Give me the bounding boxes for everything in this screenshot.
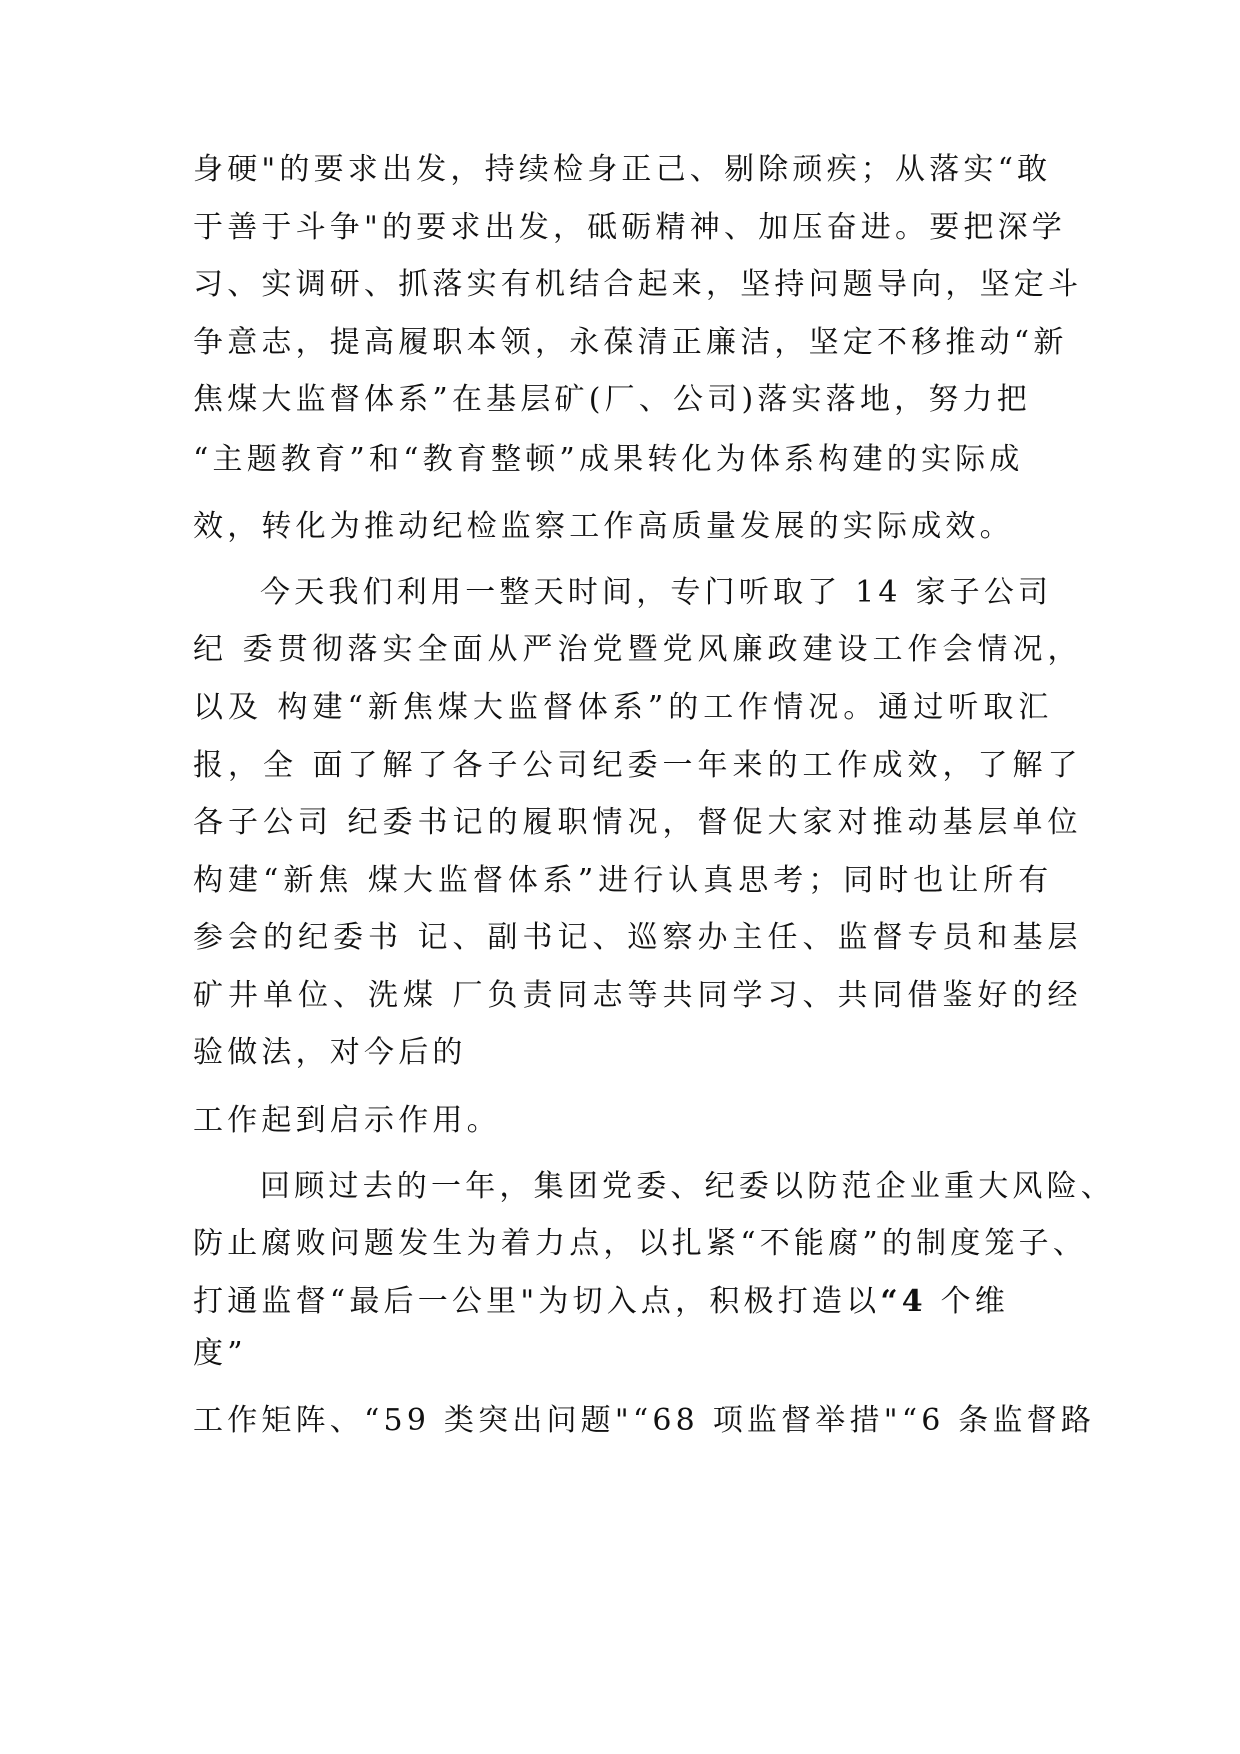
paragraph-1-line-5: 焦煤大监督体系”在基层矿(厂、公司)落实落地，努力把 xyxy=(193,382,1031,417)
paragraph-3-line-3 xyxy=(193,1282,1053,1322)
paragraph-2-line-9: 验做法，对今后的 xyxy=(193,1035,467,1070)
paragraph-1-line-4: 争意志，提高履职本领，永葆清正廉洁，坚定不移推动“新 xyxy=(193,325,1068,360)
paragraph-1-line-6: “主题教育”和“教育整顿”成果转化为体系构建的实际成 xyxy=(193,442,1024,477)
paragraph-3-bold-number: “4 xyxy=(880,1284,927,1319)
paragraph-2-line-1: 今天我们利用一整天时间，专门听取了 14 家子公司 xyxy=(260,575,1053,610)
paragraph-2-line-4: 报，全 面了解了各子公司纪委一年来的工作成效，了解了 xyxy=(193,748,1083,783)
paragraph-3-line-4: 度” xyxy=(193,1336,247,1371)
paragraph-2-line-8: 矿井单位、洗煤 厂负责同志等共同学习、共同借鉴好的经 xyxy=(193,978,1083,1013)
paragraph-2-line-5: 各子公司 纪委书记的履职情况，督促大家对推动基层单位 xyxy=(193,805,1083,840)
paragraph-2-line-7: 参会的纪委书 记、副书记、巡察办主任、监督专员和基层 xyxy=(193,920,1083,955)
paragraph-3-line-2: 防止腐败问题发生为着力点，以扎紧“不能腐”的制度笼子、 xyxy=(193,1226,1088,1261)
paragraph-2-line-6: 构建“新焦 煤大监督体系”进行认真思考；同时也让所有 xyxy=(193,863,1054,898)
paragraph-2-line-2: 纪 委贯彻落实全面从严治党暨党风廉政建设工作会情况， xyxy=(193,632,1083,667)
paragraph-3-line-3-text: 打通监督“最后一公里"为切入点，积极打造以 xyxy=(193,1284,881,1319)
paragraph-2-line-3: 以及 构建“新焦煤大监督体系”的工作情况。通过听取汇 xyxy=(193,690,1054,725)
paragraph-3-line-1: 回顾过去的一年，集团党委、纪委以防范企业重大风险、 xyxy=(260,1169,1115,1204)
paragraph-1-line-3: 习、实调研、抓落实有机结合起来，坚持问题导向，坚定斗 xyxy=(193,267,1083,302)
paragraph-1-line-7: 效，转化为推动纪检监察工作高质量发展的实际成效。 xyxy=(193,509,1014,544)
paragraph-3-line-3-tail: 个维 xyxy=(926,1284,1010,1319)
paragraph-1-line-1: 身硬"的要求出发，持续检身正己、剔除顽疾；从落实“敢 xyxy=(193,152,1052,187)
paragraph-3-line-5: 工作矩阵、“59 类突出问题"“68 项监督举措"“6 条监督路 xyxy=(193,1403,1096,1438)
paragraph-2-line-10: 工作起到启示作用。 xyxy=(193,1103,501,1138)
paragraph-1-line-2: 于善于斗争"的要求出发，砥砺精神、加压奋进。要把深学 xyxy=(193,210,1066,245)
